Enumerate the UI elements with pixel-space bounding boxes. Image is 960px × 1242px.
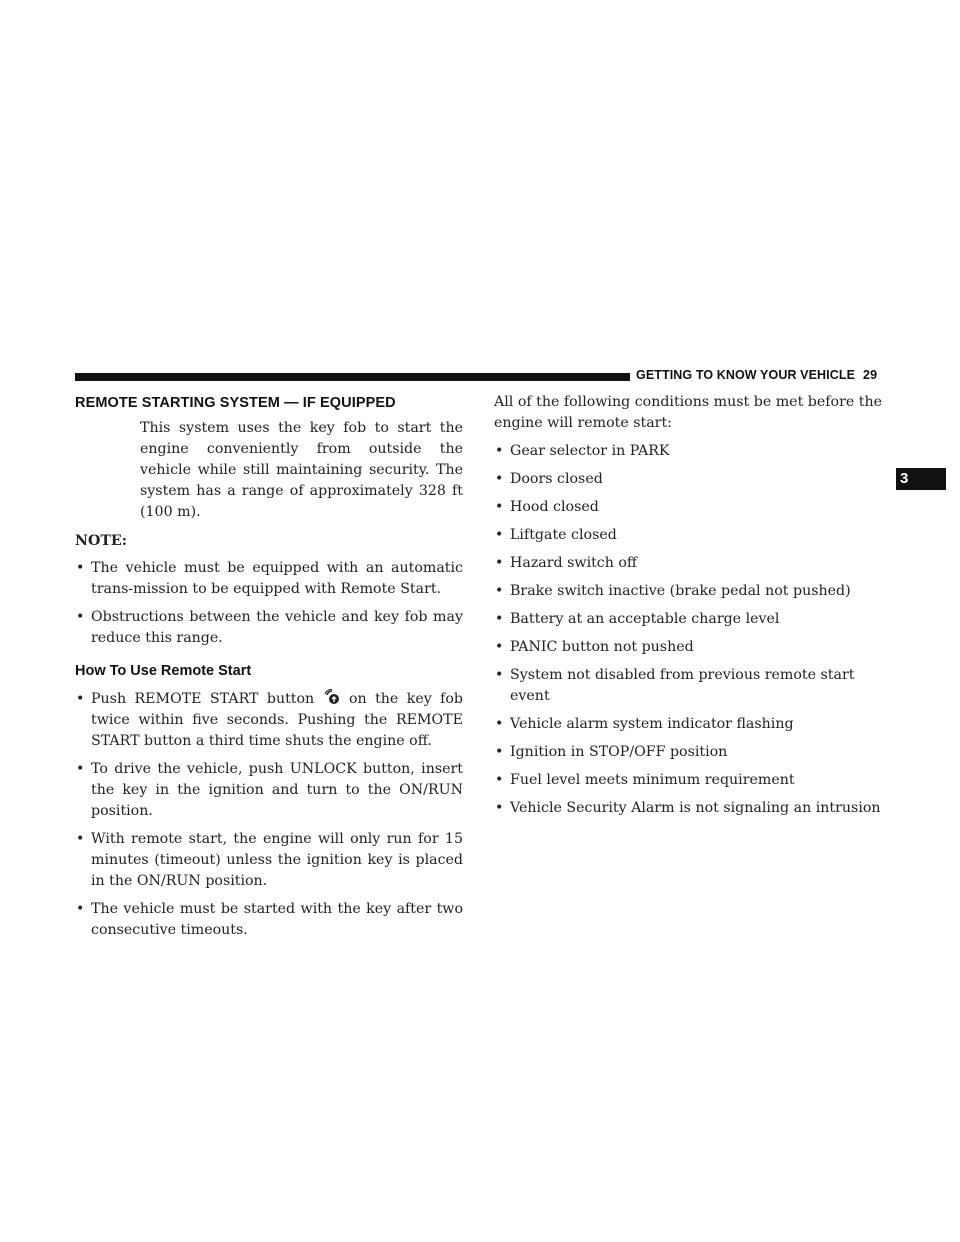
list-item: • Brake switch inactive (brake pedal not pushed) bbox=[494, 581, 882, 602]
note-label: NOTE: bbox=[75, 533, 127, 549]
list-item: • The vehicle must be started with the key after two consecutive timeouts. bbox=[75, 899, 463, 941]
intro-paragraph: This system uses the key fob to start the engine conveniently from outside the vehicle while still maintaining security. The system has a range of approximately 328 ft (100 m). bbox=[140, 420, 463, 520]
list-item: • To drive the vehicle, push UNLOCK button, insert the key in the ignition and turn to the ON/RUN position. bbox=[75, 759, 463, 822]
list-item: • With remote start, the engine will only run for 15 minutes (timeout) unless the ignition key is placed in the ON/RUN position. bbox=[75, 829, 463, 892]
right-column bbox=[494, 392, 882, 819]
subheading: How To Use Remote Start bbox=[75, 663, 252, 679]
section-title: GETTING TO KNOW YOUR VEHICLE bbox=[636, 368, 856, 382]
list-item: • Hazard switch off bbox=[494, 553, 882, 574]
list-item: • Battery at an acceptable charge level bbox=[494, 609, 882, 630]
conditions-list bbox=[494, 441, 882, 819]
remote-start-icon bbox=[324, 689, 340, 705]
list-item: • Ignition in STOP/OFF position bbox=[494, 742, 882, 763]
push-text-after: on the key fob twice within five seconds. Pushing the REMOTE START button a third time shuts the engine off. bbox=[91, 691, 464, 749]
section-heading: REMOTE STARTING SYSTEM — IF EQUIPPED bbox=[75, 395, 396, 411]
list-item: • Gear selector in PARK bbox=[494, 441, 882, 462]
list-item: • System not disabled from previous remote start event bbox=[494, 665, 882, 707]
chapter-tab: 3 bbox=[896, 468, 946, 490]
list-item: • PANIC button not pushed bbox=[494, 637, 882, 658]
page-number: 29 bbox=[863, 368, 878, 382]
conditions-intro: All of the following conditions must be met before the engine will remote start: bbox=[494, 394, 882, 431]
left-column bbox=[75, 392, 463, 941]
list-item: • Vehicle alarm system indicator flashing bbox=[494, 714, 882, 735]
list-item: • Fuel level meets minimum requirement bbox=[494, 770, 882, 791]
list-item bbox=[75, 689, 463, 752]
list-item: • Hood closed bbox=[494, 497, 882, 518]
push-text-before: Push REMOTE START button bbox=[91, 691, 315, 707]
list-item: • Obstructions between the vehicle and key fob may reduce this range. bbox=[75, 607, 463, 649]
list-item: • Doors closed bbox=[494, 469, 882, 490]
list-item: • Vehicle Security Alarm is not signaling an intrusion bbox=[494, 798, 882, 819]
steps-list bbox=[75, 689, 463, 941]
list-item: • Liftgate closed bbox=[494, 525, 882, 546]
header-rule bbox=[75, 373, 630, 381]
list-item: • The vehicle must be equipped with an automatic trans-mission to be equipped with Remote Start. bbox=[75, 558, 463, 600]
note-list bbox=[75, 558, 463, 649]
running-header bbox=[636, 368, 877, 382]
